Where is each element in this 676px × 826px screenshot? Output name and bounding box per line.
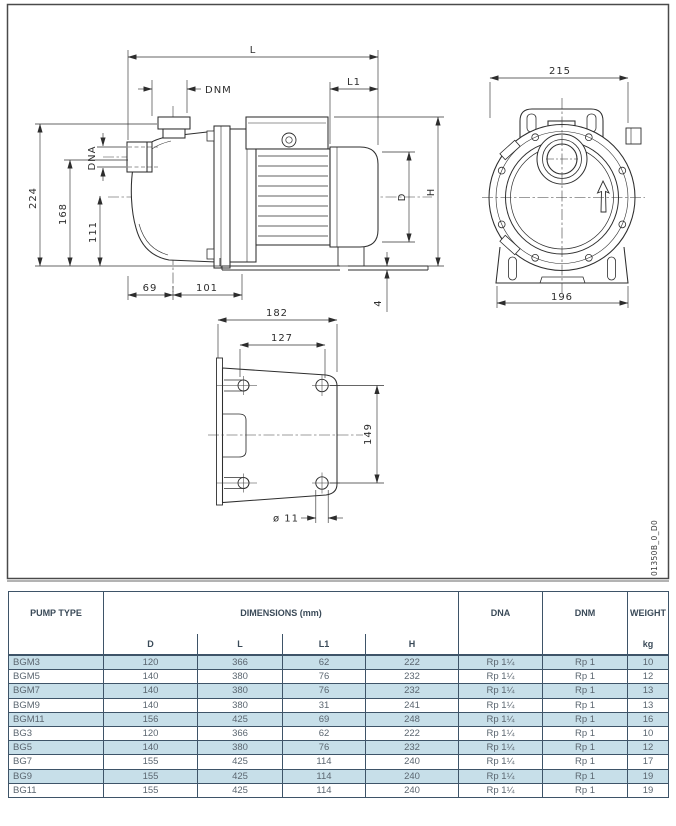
table-cell-l1: 31 <box>283 698 366 712</box>
dim-L1: L1 <box>347 77 361 88</box>
table-row <box>9 670 669 684</box>
table-cell-dnm: Rp 1 <box>543 755 628 769</box>
header-weight: WEIGHT <box>628 592 669 635</box>
table-row <box>9 727 669 741</box>
table-cell-h: 222 <box>366 655 459 670</box>
table-cell-pump_type: BGM9 <box>9 698 104 712</box>
table-cell-weight: 19 <box>628 769 669 783</box>
subheader-blank <box>459 634 543 655</box>
table-row <box>9 684 669 698</box>
table-cell-h: 248 <box>366 712 459 726</box>
table-cell-dnm: Rp 1 <box>543 670 628 684</box>
dim-182: 182 <box>265 308 289 319</box>
table-row <box>9 741 669 755</box>
table-row <box>9 698 669 712</box>
table-cell-h: 232 <box>366 684 459 698</box>
table-cell-l1: 114 <box>283 755 366 769</box>
table-cell-dnm: Rp 1 <box>543 727 628 741</box>
table-cell-dnm: Rp 1 <box>543 684 628 698</box>
table-cell-d: 140 <box>104 670 198 684</box>
dim-69: 69 <box>142 283 158 294</box>
subheader-blank <box>9 634 104 655</box>
table-cell-d: 120 <box>104 655 198 670</box>
subheader-d: D <box>104 634 198 655</box>
table-cell-weight: 10 <box>628 727 669 741</box>
subheader-h: H <box>366 634 459 655</box>
table-cell-dna: Rp 1¼ <box>459 670 543 684</box>
suction-port <box>127 142 152 172</box>
table-cell-h: 222 <box>366 727 459 741</box>
table-cell-l1: 114 <box>283 769 366 783</box>
dim-hole-dia: ø 11 <box>272 513 299 525</box>
table-cell-dna: Rp 1¼ <box>459 741 543 755</box>
motor-body <box>256 149 330 245</box>
dimension-table <box>8 591 668 798</box>
table-cell-l1: 76 <box>283 670 366 684</box>
table-cell-d: 140 <box>104 684 198 698</box>
discharge-port <box>158 117 190 129</box>
dim-168: 168 <box>58 202 69 226</box>
table-cell-d: 155 <box>104 755 198 769</box>
table-cell-l: 425 <box>198 783 283 797</box>
table-cell-l: 380 <box>198 684 283 698</box>
table-cell-l1: 62 <box>283 655 366 670</box>
table-row <box>9 783 669 797</box>
table-cell-pump_type: BGM11 <box>9 712 104 726</box>
dim-D: D <box>397 192 408 202</box>
table-cell-pump_type: BGM3 <box>9 655 104 670</box>
table-cell-pump_type: BG3 <box>9 727 104 741</box>
table-cell-dnm: Rp 1 <box>543 712 628 726</box>
table-row <box>9 769 669 783</box>
table-cell-weight: 17 <box>628 755 669 769</box>
dim-215: 215 <box>548 66 572 77</box>
table-body <box>9 655 669 798</box>
header-pump-type: PUMP TYPE <box>30 608 82 618</box>
subheader-kg: kg <box>628 634 669 655</box>
table-row <box>9 655 669 670</box>
table-cell-pump_type: BG9 <box>9 769 104 783</box>
subheader-l: L <box>198 634 283 655</box>
table-cell-dnm: Rp 1 <box>543 783 628 797</box>
table-cell-h: 240 <box>366 769 459 783</box>
table-cell-dna: Rp 1¼ <box>459 712 543 726</box>
table-cell-pump_type: BGM7 <box>9 684 104 698</box>
dim-DNM: DNM <box>205 85 232 96</box>
dim-DNA: DNA <box>87 145 98 171</box>
plug <box>626 128 641 144</box>
subheader-blank <box>543 634 628 655</box>
table-cell-d: 156 <box>104 712 198 726</box>
table-cell-weight: 12 <box>628 741 669 755</box>
table-cell-d: 140 <box>104 698 198 712</box>
table-cell-dnm: Rp 1 <box>543 698 628 712</box>
table-cell-weight: 13 <box>628 698 669 712</box>
table-cell-l: 380 <box>198 670 283 684</box>
dim-127: 127 <box>270 333 294 344</box>
table-cell-dna: Rp 1¼ <box>459 769 543 783</box>
table-cell-dna: Rp 1¼ <box>459 727 543 741</box>
dim-196: 196 <box>550 292 574 303</box>
front-view <box>482 66 645 308</box>
table-cell-l: 366 <box>198 727 283 741</box>
table-row <box>9 712 669 726</box>
table-cell-h: 241 <box>366 698 459 712</box>
table-cell-dna: Rp 1¼ <box>459 698 543 712</box>
table-cell-weight: 19 <box>628 783 669 797</box>
table-cell-weight: 12 <box>628 670 669 684</box>
table-cell-l1: 69 <box>283 712 366 726</box>
table-cell-l: 425 <box>198 769 283 783</box>
table-cell-dnm: Rp 1 <box>543 741 628 755</box>
table-cell-dna: Rp 1¼ <box>459 655 543 670</box>
drawing-code: 01350B_0_D0 <box>650 519 659 576</box>
table-cell-d: 155 <box>104 783 198 797</box>
table-cell-weight: 13 <box>628 684 669 698</box>
table-cell-h: 240 <box>366 755 459 769</box>
dim-111: 111 <box>88 220 99 244</box>
table-cell-h: 232 <box>366 670 459 684</box>
table-cell-l: 366 <box>198 655 283 670</box>
header-dimensions: DIMENSIONS (mm) <box>104 592 459 635</box>
header-dnm: DNM <box>543 592 628 635</box>
table-cell-l: 425 <box>198 755 283 769</box>
table-cell-pump_type: BGM5 <box>9 670 104 684</box>
dim-4: 4 <box>373 299 384 307</box>
base-plate-view <box>208 308 384 525</box>
table-header <box>9 592 669 656</box>
table-cell-d: 120 <box>104 727 198 741</box>
table-cell-l1: 76 <box>283 684 366 698</box>
dim-149: 149 <box>363 422 374 446</box>
table-cell-h: 240 <box>366 783 459 797</box>
table-cell-pump_type: BG7 <box>9 755 104 769</box>
dim-101: 101 <box>195 283 219 294</box>
table-cell-dna: Rp 1¼ <box>459 755 543 769</box>
table-cell-l: 425 <box>198 712 283 726</box>
table-cell-l1: 62 <box>283 727 366 741</box>
table-row <box>9 755 669 769</box>
dim-H: H <box>426 187 437 197</box>
table-cell-pump_type: BG11 <box>9 783 104 797</box>
dim-L: L <box>249 45 257 56</box>
table-cell-weight: 10 <box>628 655 669 670</box>
table-cell-dna: Rp 1¼ <box>459 684 543 698</box>
side-view <box>28 45 444 312</box>
table-cell-h: 232 <box>366 741 459 755</box>
table-cell-pump_type: BG5 <box>9 741 104 755</box>
subheader-l1: L1 <box>283 634 366 655</box>
table-cell-d: 155 <box>104 769 198 783</box>
table-cell-l: 380 <box>198 741 283 755</box>
table-cell-l: 380 <box>198 698 283 712</box>
dim-224: 224 <box>28 186 39 210</box>
table-cell-l1: 76 <box>283 741 366 755</box>
table-cell-weight: 16 <box>628 712 669 726</box>
table-cell-dnm: Rp 1 <box>543 655 628 670</box>
table-cell-dnm: Rp 1 <box>543 769 628 783</box>
table-cell-l1: 114 <box>283 783 366 797</box>
table-cell-d: 140 <box>104 741 198 755</box>
table-cell-dna: Rp 1¼ <box>459 783 543 797</box>
header-dna: DNA <box>459 592 543 635</box>
